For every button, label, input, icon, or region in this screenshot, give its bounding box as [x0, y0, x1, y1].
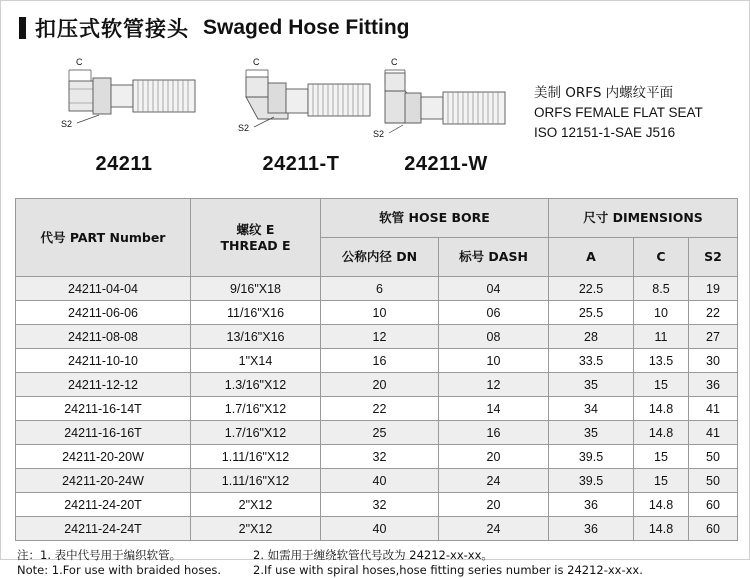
figure-24211 [29, 53, 219, 188]
cell-thread: 2"X12 [191, 493, 321, 517]
table-row [16, 325, 738, 349]
cell-part-number: 24211-04-04 [16, 277, 191, 301]
figure-24211-w [351, 53, 541, 188]
cell-part-number: 24211-20-24W [16, 469, 191, 493]
cell-part-number: 24211-16-16T [16, 421, 191, 445]
cell-part-number: 24211-24-20T [16, 493, 191, 517]
table-header [16, 199, 738, 277]
note-row-en [17, 563, 733, 578]
spec-line-en: ORFS FEMALE FLAT SEAT [534, 105, 703, 120]
cell-dash: 04 [439, 277, 549, 301]
table-body [16, 277, 738, 541]
cell-thread: 1"X14 [191, 349, 321, 373]
page-header [1, 1, 749, 51]
cell-a: 34 [549, 397, 634, 421]
cell-dash: 14 [439, 397, 549, 421]
header-accent-bar [19, 17, 26, 39]
cell-a: 35 [549, 421, 634, 445]
th-dimensions: 尺寸 DIMENSIONS [549, 199, 738, 238]
cell-dash: 06 [439, 301, 549, 325]
cell-dn: 32 [321, 445, 439, 469]
cell-dash: 10 [439, 349, 549, 373]
th-dash: 标号 DASH [439, 238, 549, 277]
table-row [16, 373, 738, 397]
cell-a: 39.5 [549, 469, 634, 493]
note-en-1: Note: 1.For use with braided hoses. [17, 563, 222, 577]
cell-dn: 22 [321, 397, 439, 421]
cell-s2: 50 [689, 445, 738, 469]
cell-dn: 12 [321, 325, 439, 349]
cell-dash: 20 [439, 493, 549, 517]
cell-dn: 16 [321, 349, 439, 373]
cell-dash: 08 [439, 325, 549, 349]
dim-label-c: C [76, 57, 83, 67]
cell-a: 33.5 [549, 349, 634, 373]
note-cn-2: 2. 如需用于缠绕软管代号改为 24212-xx-xx。 [253, 548, 493, 562]
figure-caption: 24211-T [262, 153, 340, 175]
table-row [16, 469, 738, 493]
cell-dn: 6 [321, 277, 439, 301]
table-row [16, 493, 738, 517]
table-row [16, 349, 738, 373]
dim-label-s2: S2 [238, 123, 250, 133]
cell-c: 15 [634, 445, 689, 469]
cell-c: 14.8 [634, 421, 689, 445]
cell-dn: 40 [321, 469, 439, 493]
spec-table-wrap [15, 198, 735, 541]
cell-s2: 41 [689, 397, 738, 421]
cell-dn: 40 [321, 517, 439, 541]
cell-thread: 2"X12 [191, 517, 321, 541]
dim-label-s2: S2 [61, 119, 73, 129]
cell-c: 10 [634, 301, 689, 325]
cell-dash: 24 [439, 469, 549, 493]
cell-c: 14.8 [634, 493, 689, 517]
cell-a: 36 [549, 493, 634, 517]
cell-dn: 25 [321, 421, 439, 445]
cell-part-number: 24211-16-14T [16, 397, 191, 421]
cell-dash: 16 [439, 421, 549, 445]
cell-dn: 10 [321, 301, 439, 325]
notes-block [17, 548, 733, 578]
cell-c: 15 [634, 373, 689, 397]
table-row [16, 421, 738, 445]
cell-a: 36 [549, 517, 634, 541]
cell-part-number: 24211-08-08 [16, 325, 191, 349]
cell-s2: 30 [689, 349, 738, 373]
cell-part-number: 24211-20-20W [16, 445, 191, 469]
cell-part-number: 24211-24-24T [16, 517, 191, 541]
note-cn-1: 注：1. 表中代号用于编织软管。 [17, 548, 182, 562]
th-dn: 公称内径 DN [321, 238, 439, 277]
table-row [16, 445, 738, 469]
figure-caption: 24211 [95, 153, 153, 175]
dim-label-c: C [391, 57, 398, 67]
spec-line-standard: ISO 12151-1-SAE J516 [534, 125, 676, 140]
cell-s2: 36 [689, 373, 738, 397]
figure-row [1, 53, 749, 188]
note-en-2: 2.If use with spiral hoses,hose fitting series number is 24212-xx-xx. [253, 563, 643, 577]
cell-thread: 9/16"X18 [191, 277, 321, 301]
cell-a: 22.5 [549, 277, 634, 301]
cell-thread: 1.7/16"X12 [191, 397, 321, 421]
th-hose-bore: 软管 HOSE BORE [321, 199, 549, 238]
cell-s2: 19 [689, 277, 738, 301]
cell-s2: 22 [689, 301, 738, 325]
th-thread-e-line2: THREAD E [220, 237, 291, 253]
page-title-en: Swaged Hose Fitting [203, 16, 410, 39]
figure-caption: 24211-W [404, 153, 488, 175]
cell-s2: 27 [689, 325, 738, 349]
spec-line-cn: 美制 ORFS 内螺纹平面 [534, 85, 674, 101]
cell-dash: 12 [439, 373, 549, 397]
cell-a: 35 [549, 373, 634, 397]
th-thread-e-line1: 螺纹 E [236, 221, 275, 237]
cell-thread: 1.7/16"X12 [191, 421, 321, 445]
dim-label-c: C [253, 57, 260, 67]
cell-thread: 1.11/16"X12 [191, 445, 321, 469]
th-part-number: 代号 PART Number [16, 199, 191, 277]
cell-s2: 60 [689, 517, 738, 541]
cell-c: 14.8 [634, 517, 689, 541]
table-row [16, 301, 738, 325]
cell-dash: 24 [439, 517, 549, 541]
fitting-drawing-3 [351, 53, 541, 158]
cell-thread: 1.3/16"X12 [191, 373, 321, 397]
cell-dash: 20 [439, 445, 549, 469]
table-row [16, 397, 738, 421]
spec-table [15, 198, 738, 541]
table-row [16, 277, 738, 301]
cell-dn: 20 [321, 373, 439, 397]
cell-a: 25.5 [549, 301, 634, 325]
cell-c: 11 [634, 325, 689, 349]
cell-dn: 32 [321, 493, 439, 517]
page-title-cn: 扣压式软管接头 [35, 17, 189, 41]
cell-s2: 60 [689, 493, 738, 517]
cell-s2: 41 [689, 421, 738, 445]
dim-label-s2: S2 [373, 129, 385, 139]
cell-a: 28 [549, 325, 634, 349]
cell-s2: 50 [689, 469, 738, 493]
cell-a: 39.5 [549, 445, 634, 469]
th-thread-e [191, 199, 321, 277]
cell-c: 8.5 [634, 277, 689, 301]
cell-thread: 1.11/16"X12 [191, 469, 321, 493]
cell-part-number: 24211-06-06 [16, 301, 191, 325]
cell-c: 15 [634, 469, 689, 493]
th-s2: S2 [689, 238, 738, 277]
cell-c: 14.8 [634, 397, 689, 421]
cell-c: 13.5 [634, 349, 689, 373]
note-row-cn [17, 548, 733, 563]
table-row [16, 517, 738, 541]
cell-thread: 13/16"X16 [191, 325, 321, 349]
cell-part-number: 24211-12-12 [16, 373, 191, 397]
cell-part-number: 24211-10-10 [16, 349, 191, 373]
cell-thread: 11/16"X16 [191, 301, 321, 325]
product-spec-text [534, 83, 703, 143]
th-c: C [634, 238, 689, 277]
th-a: A [549, 238, 634, 277]
fitting-drawing-1 [29, 53, 219, 158]
